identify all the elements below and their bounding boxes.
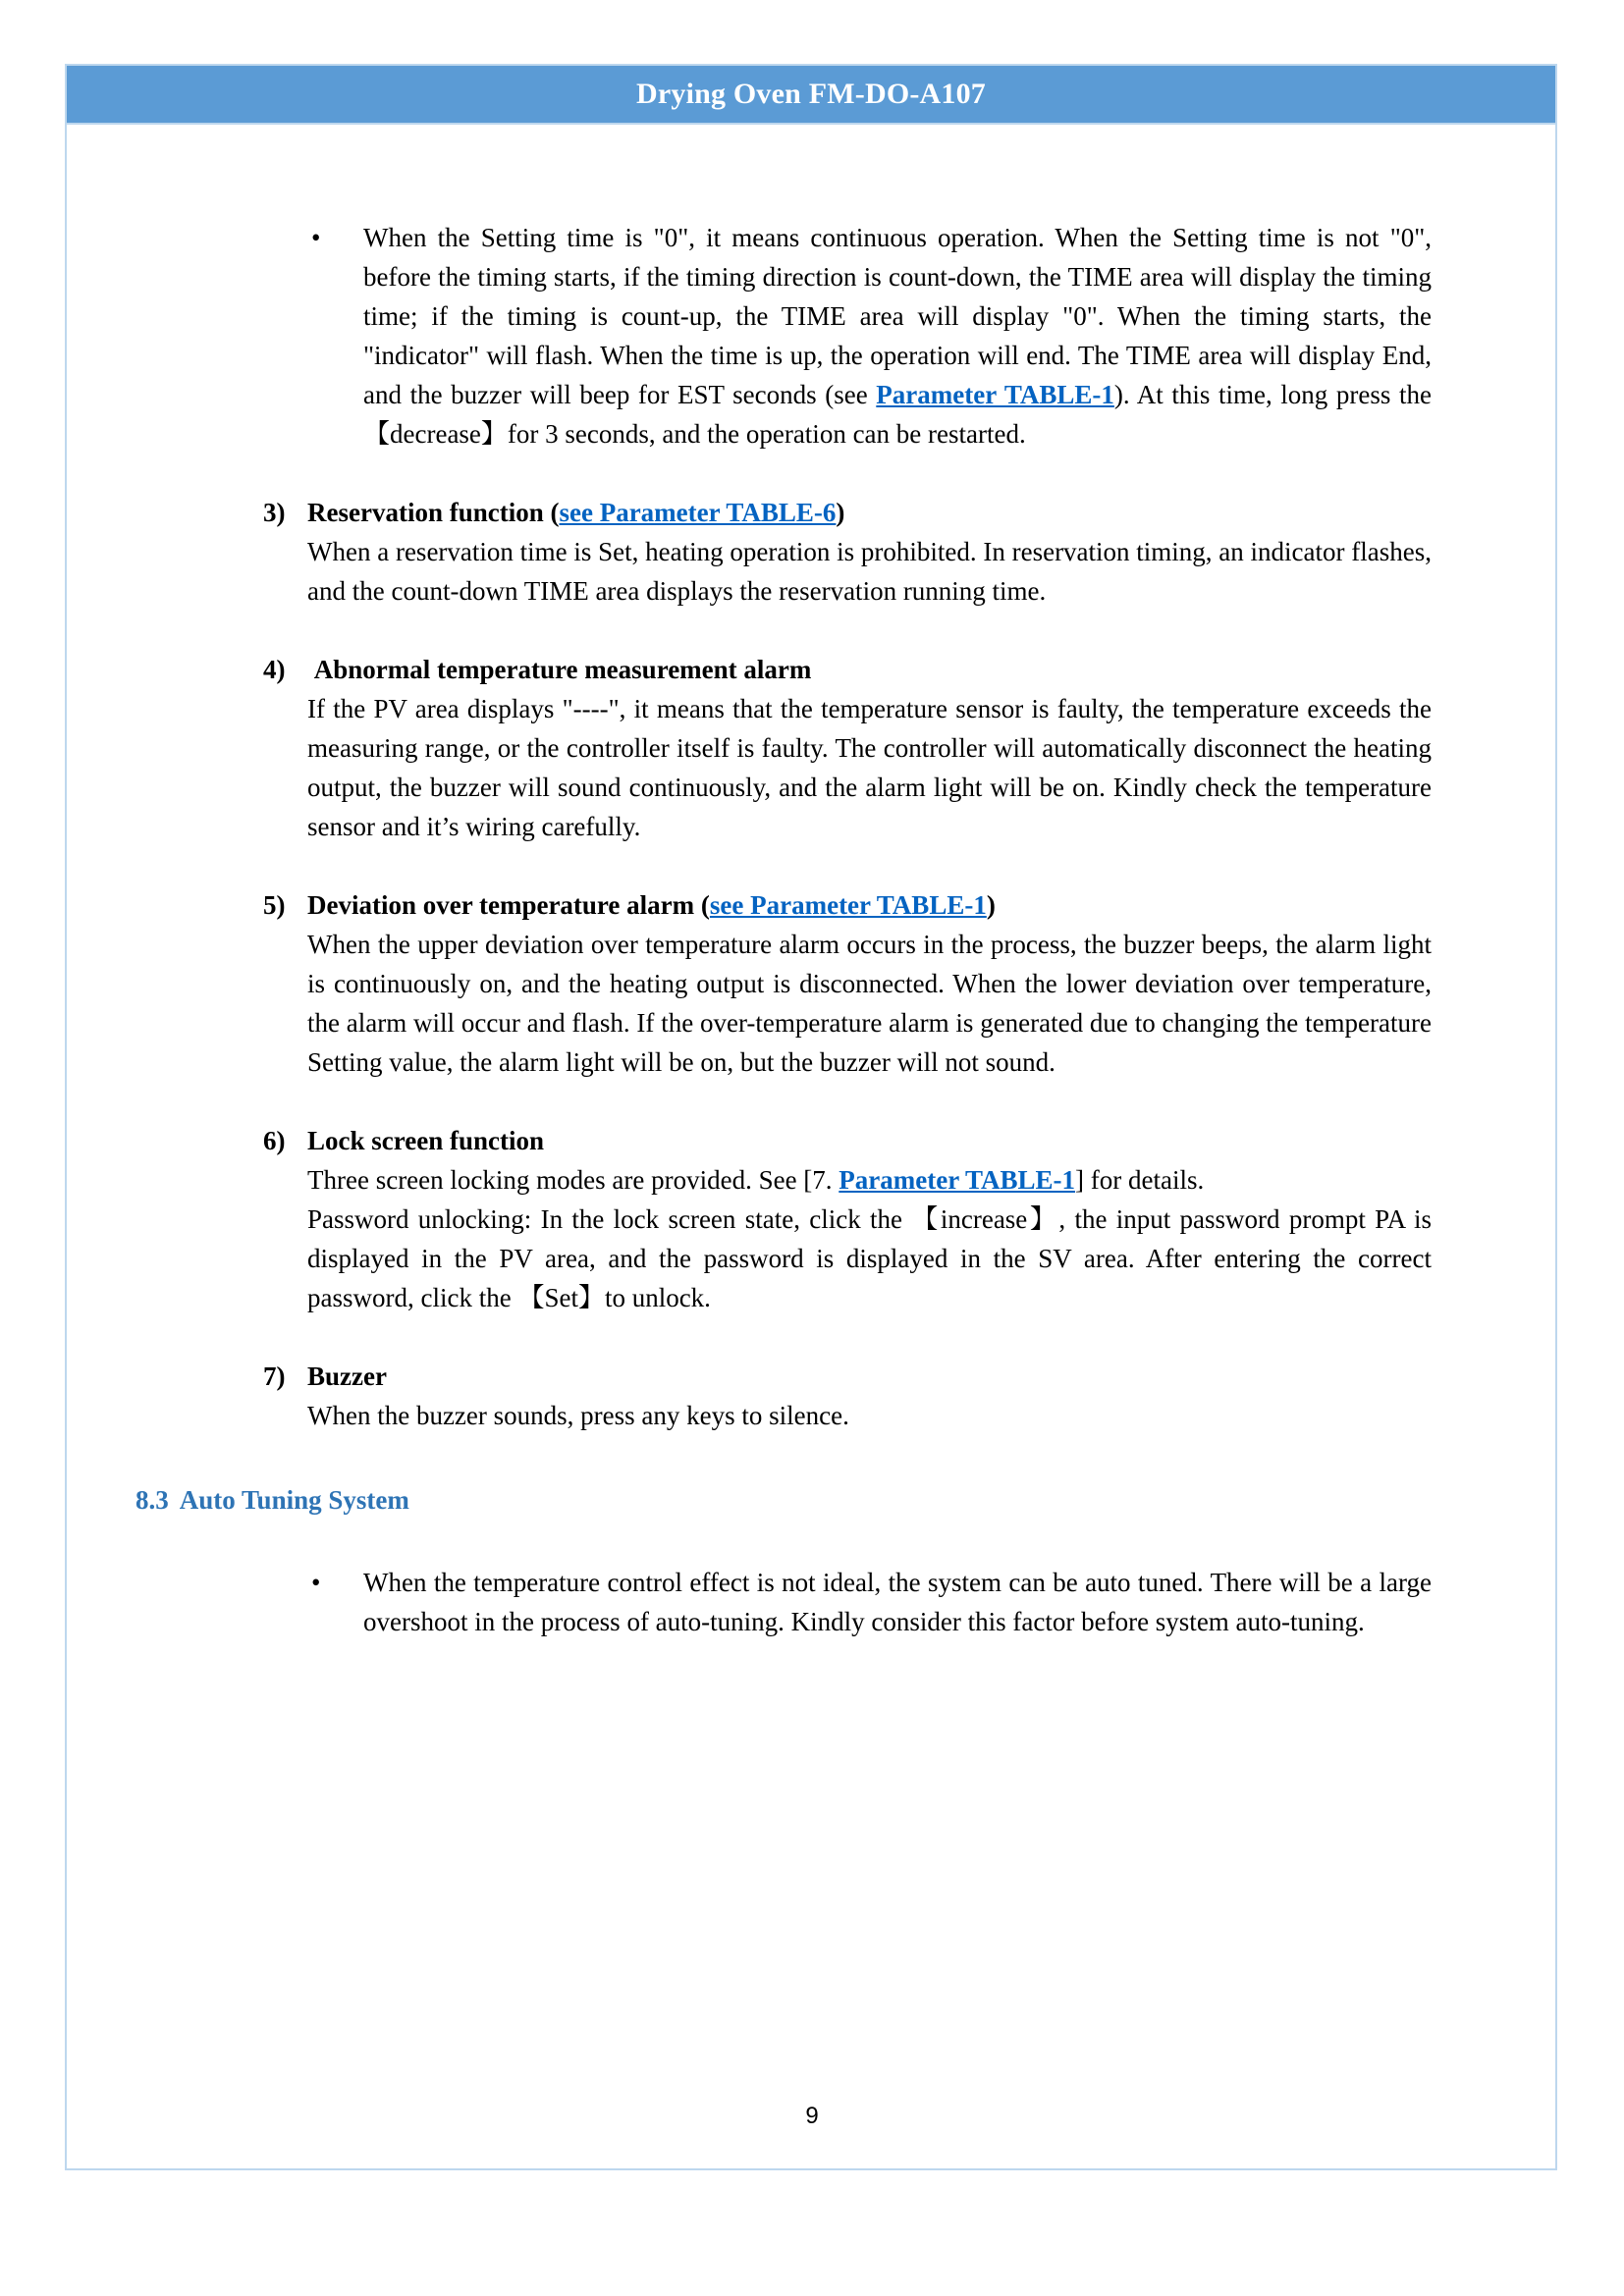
item-3-heading <box>307 493 1432 532</box>
item-6-heading: Lock screen function <box>307 1126 544 1155</box>
item-5-heading-after: ) <box>986 890 996 920</box>
item-5-body: When the upper deviation over temperature alarm occurs in the process, the buzzer beeps, the alarm light is continuously on, and the heating output is disconnected. When the lower deviation over temperature, the alarm will occur and flash. If the over-temperature alarm is generated due to changing the temperature Setting value, the alarm light will be on, but the buzzer will not sound. <box>307 930 1432 1077</box>
document-content <box>135 218 1432 1641</box>
item-3-heading-before: Reservation function ( <box>307 498 560 527</box>
bullet-icon: • <box>311 223 321 252</box>
item-6-body-after-link: ] for details. <box>1075 1165 1205 1195</box>
item-7-heading: Buzzer <box>307 1362 387 1391</box>
item-5-heading <box>307 885 1432 925</box>
item-4-heading: Abnormal temperature measurement alarm <box>307 655 812 684</box>
item-4-body: If the PV area displays "----", it means that the temperature sensor is faulty, the temperature exceeds the measuring range, or the controller itself is faulty. The controller will automatically disconnect the heating output, the buzzer will sound continuously, and the alarm light will be on. Kindly check the temperature sensor and it’s wiring carefully. <box>307 694 1432 841</box>
item-6-body-first <box>307 1160 1432 1200</box>
page-title: Drying Oven FM-DO-A107 <box>635 78 987 110</box>
item-3-body: When a reservation time is Set, heating operation is prohibited. In reservation timing, an indicator flashes, and the count-down TIME area displays the reservation running time. <box>307 537 1432 606</box>
bullet-icon: • <box>311 1568 321 1597</box>
link-parameter-table-1[interactable]: Parameter TABLE-1 <box>876 380 1114 409</box>
list-item <box>192 218 1432 454</box>
item-6-body-second: Password unlocking: In the lock screen state, click the 【increase】, the input password prompt PA is displayed in the PV area, and the password is displayed in the SV area. After entering the correct password, click the 【Set】to unlock. <box>307 1204 1432 1312</box>
list-item-closing <box>192 1563 1432 1641</box>
closing-bullet-text: When the temperature control effect is not ideal, the system can be auto tuned. There will be a large overshoot in the process of auto-tuning. Kindly consider this factor before system auto-tuning. <box>363 1568 1432 1636</box>
list-item-6 <box>192 1121 1432 1317</box>
footer-page-number: 9 <box>805 2103 819 2129</box>
section-title: Auto Tuning System <box>179 1485 409 1515</box>
document-title-banner <box>65 64 1557 125</box>
intro-bullet-text <box>363 218 1432 454</box>
list-item-4 <box>192 650 1432 846</box>
item-5-heading-before: Deviation over temperature alarm ( <box>307 890 710 920</box>
item-6-body-before-link: Three screen locking modes are provided. See [7. <box>307 1165 839 1195</box>
section-number: 8.3 <box>135 1485 169 1515</box>
item-7-body: When the buzzer sounds, press any keys to silence. <box>307 1401 849 1430</box>
item-3-heading-after: ) <box>836 498 845 527</box>
list-marker-5: 5) <box>263 890 286 920</box>
list-item-5 <box>192 885 1432 1082</box>
list-item-3 <box>192 493 1432 611</box>
list-item-7 <box>192 1357 1432 1435</box>
list-marker-6: 6) <box>263 1126 286 1155</box>
section-heading-8-3 <box>135 1480 1432 1520</box>
intro-bullet-text-part2: ). At this time, long press the 【decrease】for 3 seconds, and the operation can be restarted. <box>363 380 1432 449</box>
intro-bullet-text-part1: When the Setting time is "0", it means continuous operation. When the Setting time is not "0", before the timing starts, if the timing direction is count-down, the TIME area will display the timing time; if the timing is count-up, the TIME area will display "0". When the timing starts, the "indicator" will flash. When the time is up, the operation will end. The TIME area will display End, and the buzzer will beep for EST seconds (see <box>363 223 1432 409</box>
list-marker-7: 7) <box>263 1362 286 1391</box>
list-marker-4: 4) <box>263 655 286 684</box>
link-see-parameter-table-1[interactable]: see Parameter TABLE-1 <box>709 890 987 920</box>
link-see-parameter-table-6[interactable]: see Parameter TABLE-6 <box>559 498 837 527</box>
link-parameter-table-1-lock[interactable]: Parameter TABLE-1 <box>839 1165 1076 1195</box>
list-marker-3: 3) <box>263 498 286 527</box>
